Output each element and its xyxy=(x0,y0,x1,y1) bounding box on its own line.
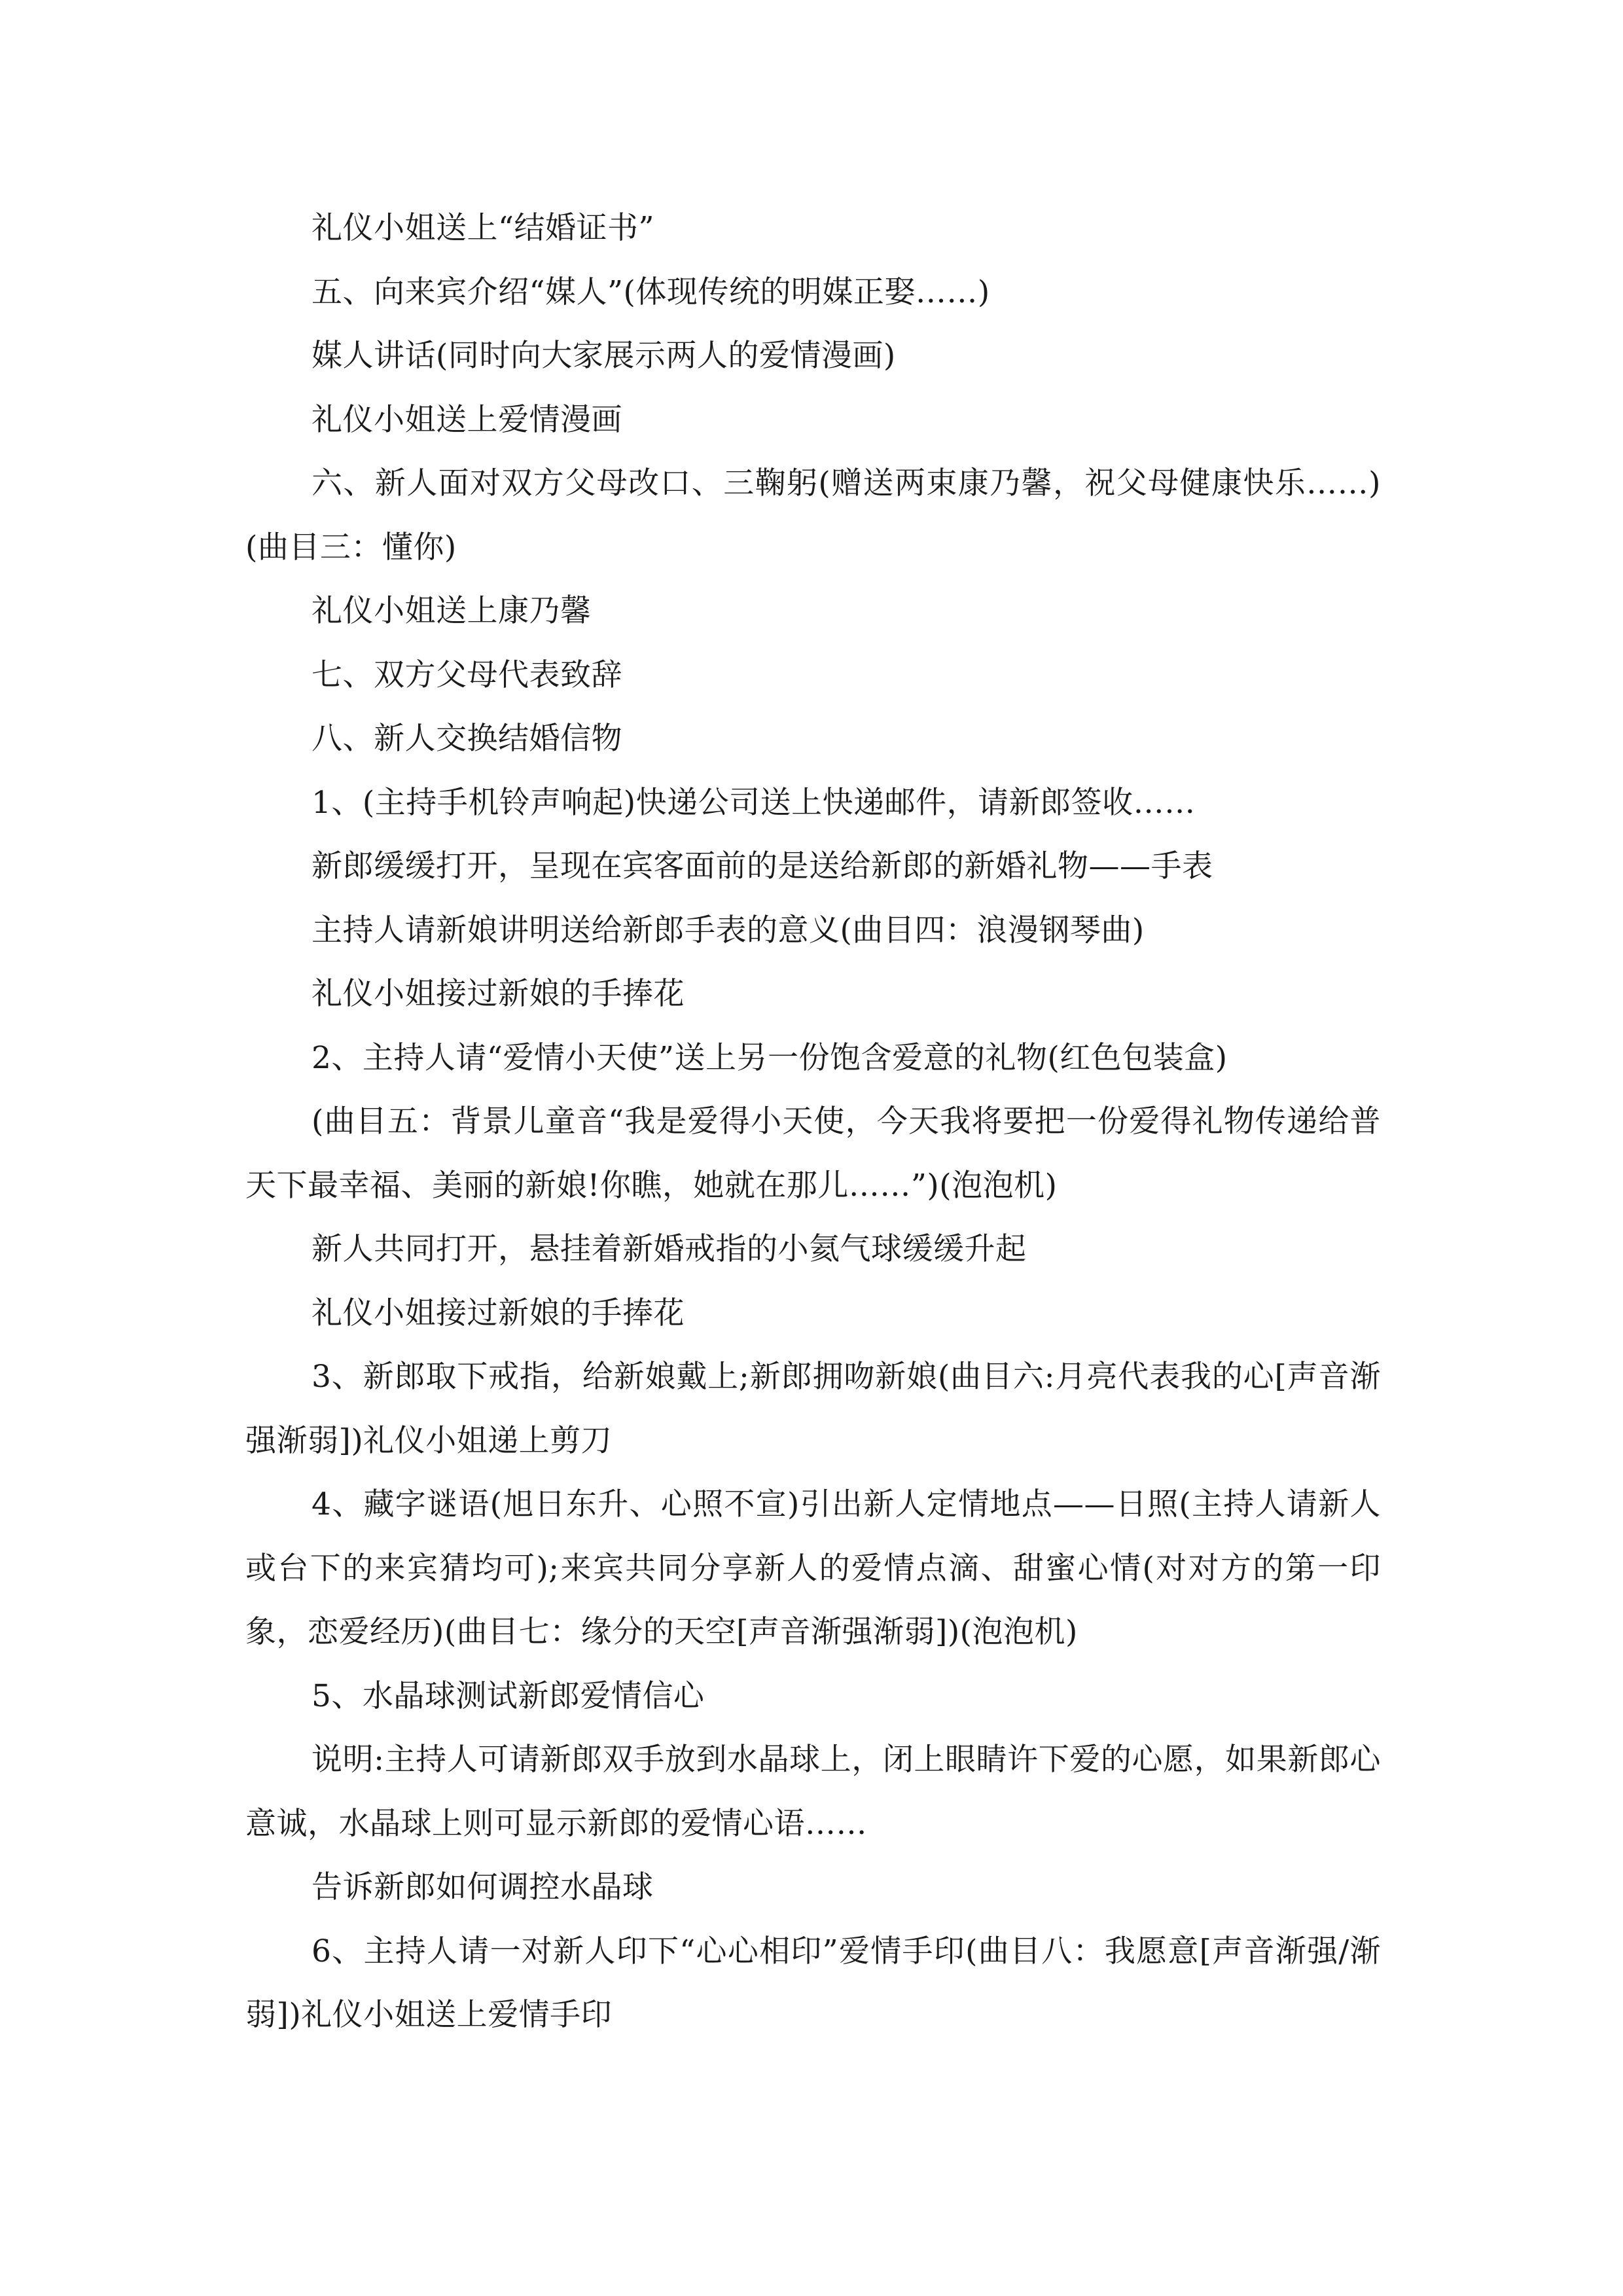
paragraph: 4、藏字谜语(旭日东升、心照不宣)引出新人定情地点——日照(主持人请新人或台下的来宾猜均可);来宾共同分享新人的爱情点滴、甜蜜心情(对对方的第一印象，恋爱经历)(曲目七：缘分的天空[声音渐强渐弱])(泡泡机) xyxy=(245,1486,1381,1650)
paragraph: 礼仪小姐送上爱情漫画 xyxy=(312,401,622,438)
paragraph: 礼仪小姐送上“结婚证书” xyxy=(312,210,655,246)
document-body xyxy=(245,196,1381,2047)
paragraph: 5、水晶球测试新郎爱情信心 xyxy=(312,1677,705,1714)
paragraph: 新人共同打开，悬挂着新婚戒指的小氦气球缓缓升起 xyxy=(312,1231,1027,1267)
paragraph: 主持人请新娘讲明送给新郎手表的意义(曲目四：浪漫钢琴曲) xyxy=(312,912,1145,948)
paragraph: 说明:主持人可请新郎双手放到水晶球上，闭上眼睛许下爱的心愿，如果新郎心意诚，水晶球上则可显示新郎的爱情心语…… xyxy=(245,1742,1381,1842)
paragraph: 告诉新郎如何调控水晶球 xyxy=(312,1869,654,1905)
paragraph: 五、向来宾介绍“媒人”(体现传统的明媒正娶……) xyxy=(312,274,990,310)
paragraph: 6、主持人请一对新人印下“心心相印”爱情手印(曲目八：我愿意[声音渐强/渐弱])礼仪小姐送上爱情手印 xyxy=(245,1933,1381,2033)
paragraph: 2、主持人请“爱情小天使”送上另一份饱含爱意的礼物(红色包装盒) xyxy=(312,1039,1228,1076)
paragraph: 礼仪小姐接过新娘的手捧花 xyxy=(312,976,685,1012)
paragraph: 礼仪小姐送上康乃馨 xyxy=(312,593,592,629)
paragraph: 八、新人交换结婚信物 xyxy=(312,721,622,757)
paragraph: 新郎缓缓打开，呈现在宾客面前的是送给新郎的新婚礼物——手表 xyxy=(312,848,1213,884)
paragraph: (曲目五：背景儿童音“我是爱得小天使，今天我将要把一份爱得礼物传递给普天下最幸福、美丽的新娘!你瞧，她就在那儿……”)(泡泡机) xyxy=(245,1103,1381,1204)
paragraph: 1、(主持手机铃声响起)快递公司送上快递邮件，请新郎签收…… xyxy=(312,784,1196,821)
paragraph: 六、新人面对双方父母改口、三鞠躬(赠送两束康乃馨，祝父母健康快乐……)(曲目三：懂你) xyxy=(245,465,1381,565)
paragraph: 礼仪小姐接过新娘的手捧花 xyxy=(312,1295,685,1331)
paragraph: 媒人讲话(同时向大家展示两人的爱情漫画) xyxy=(312,338,896,374)
paragraph: 3、新郎取下戒指，给新娘戴上;新郎拥吻新娘(曲目六:月亮代表我的心[声音渐强渐弱])礼仪小姐递上剪刀 xyxy=(245,1359,1381,1459)
paragraph: 七、双方父母代表致辞 xyxy=(312,656,622,693)
